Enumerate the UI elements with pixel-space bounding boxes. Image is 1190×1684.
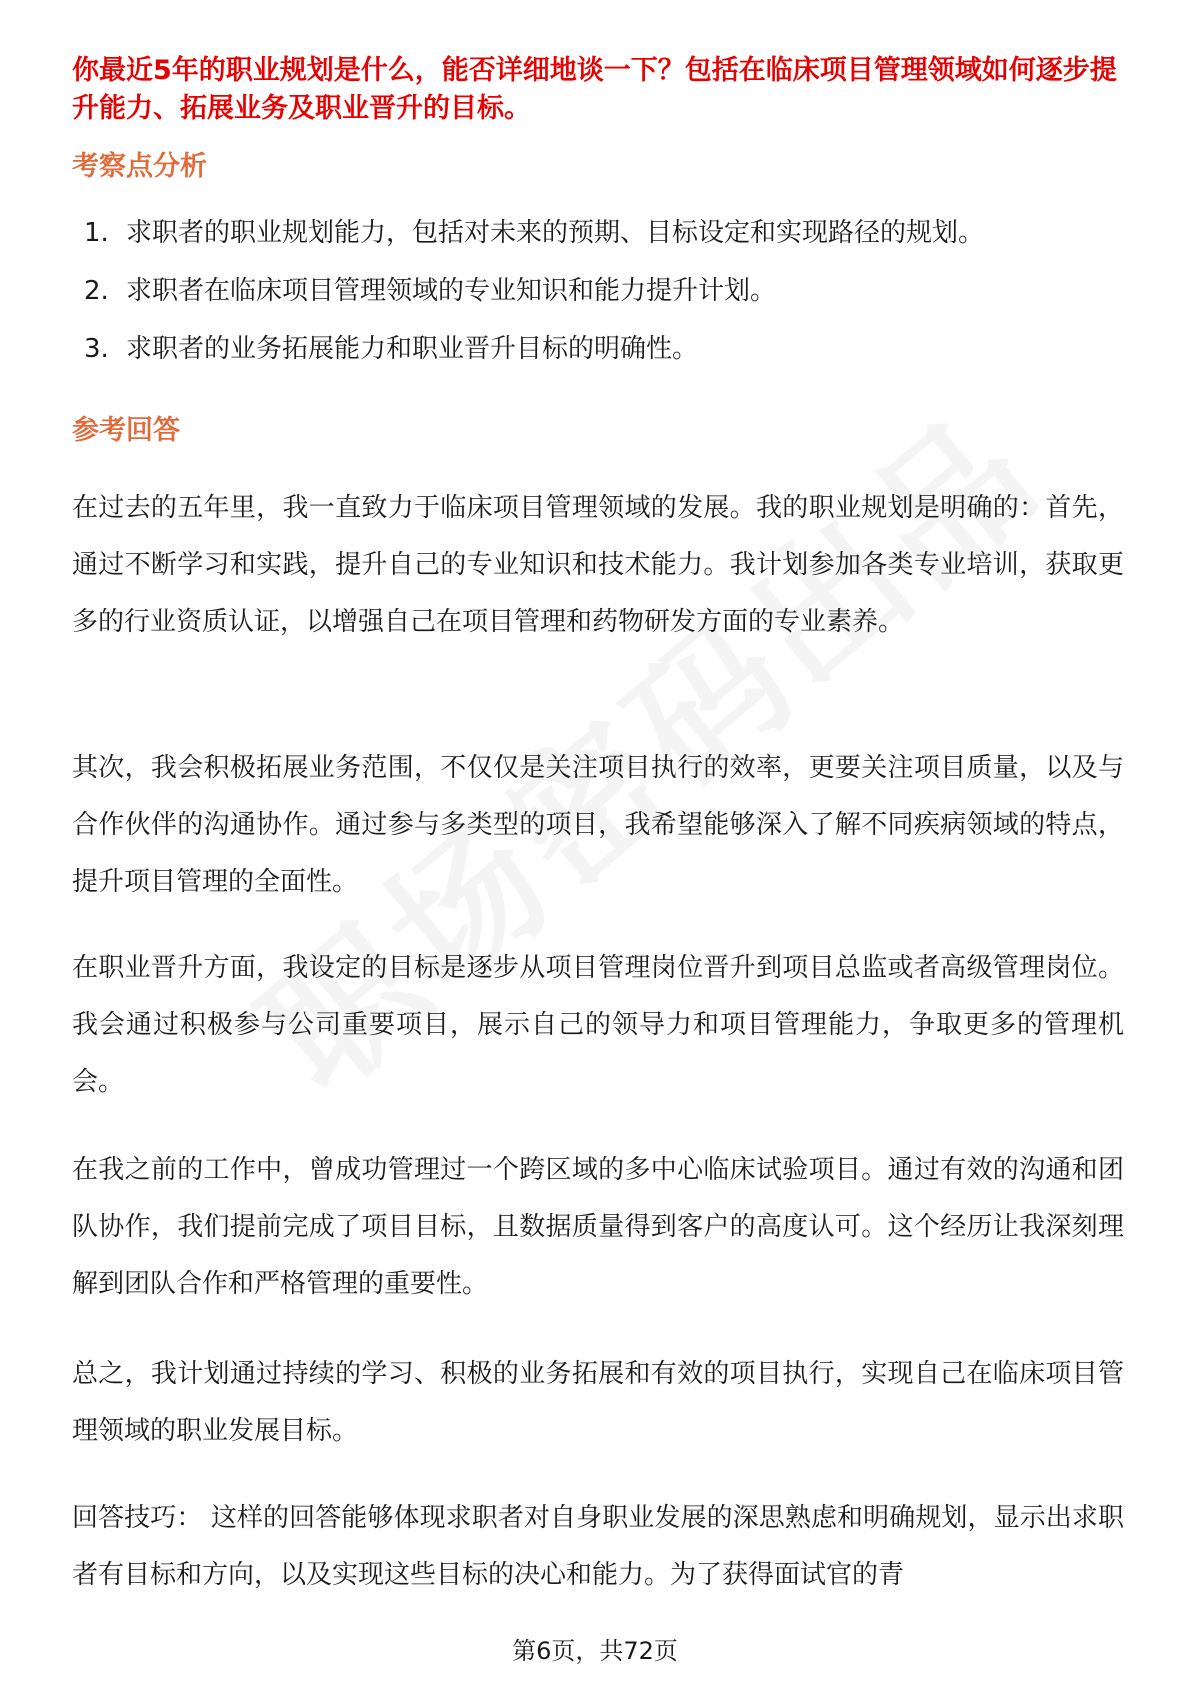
list-item-text: 求职者的职业规划能力，包括对未来的预期、目标设定和实现路径的规划。 xyxy=(126,218,985,248)
analysis-list xyxy=(84,215,1114,389)
analysis-heading: 考察点分析 xyxy=(72,151,207,182)
answer-paragraph: 在我之前的工作中，曾成功管理过一个跨区域的多中心临床试验项目。通过有效的沟通和团队协作，我们提前完成了项目目标，且数据质量得到客户的高度认可。这个经历让我深刻理解到团队合作和严格管理的重要性。 xyxy=(72,1155,1124,1299)
answer-paragraph: 在过去的五年里，我一直致力于临床项目管理领域的发展。我的职业规划是明确的：首先，通过不断学习和实践，提升自己的专业知识和技术能力。我计划参加各类专业培训，获取更多的行业资质认证，以增强自己在项目管理和药物研发方面的专业素养。 xyxy=(72,493,1124,637)
list-item xyxy=(84,273,1114,309)
answer-paragraph: 在职业晋升方面，我设定的目标是逐步从项目管理岗位晋升到项目总监或者高级管理岗位。我会通过积极参与公司重要项目，展示自己的领导力和项目管理能力，争取更多的管理机会。 xyxy=(72,953,1124,1097)
list-item-number: 3. xyxy=(84,334,109,364)
list-item-text: 求职者的业务拓展能力和职业晋升目标的明确性。 xyxy=(126,334,699,364)
list-item xyxy=(84,215,1114,251)
page-number: 第6页，共72页 xyxy=(512,1637,678,1665)
answer-tips-paragraph: 回答技巧： 这样的回答能够体现求职者对自身职业发展的深思熟虑和明确规划，显示出求职者有目标和方向，以及实现这些目标的决心和能力。为了获得面试官的青 xyxy=(72,1503,1124,1590)
question-title: 你最近5年的职业规划是什么，能否详细地谈一下？包括在临床项目管理领域如何逐步提升能力、拓展业务及职业晋升的目标。 xyxy=(72,55,1117,124)
list-item xyxy=(84,331,1114,367)
list-item-number: 1. xyxy=(84,218,109,248)
list-item-text: 求职者在临床项目管理领域的专业知识和能力提升计划。 xyxy=(126,276,777,306)
answer-heading: 参考回答 xyxy=(72,415,180,446)
list-item-number: 2. xyxy=(84,276,109,306)
answer-paragraph: 其次，我会积极拓展业务范围，不仅仅是关注项目执行的效率，更要关注项目质量，以及与合作伙伴的沟通协作。通过参与多类型的项目，我希望能够深入了解不同疾病领域的特点，提升项目管理的全面性。 xyxy=(72,753,1124,897)
answer-paragraph: 总之，我计划通过持续的学习、积极的业务拓展和有效的项目执行，实现自己在临床项目管理领域的职业发展目标。 xyxy=(72,1359,1124,1446)
